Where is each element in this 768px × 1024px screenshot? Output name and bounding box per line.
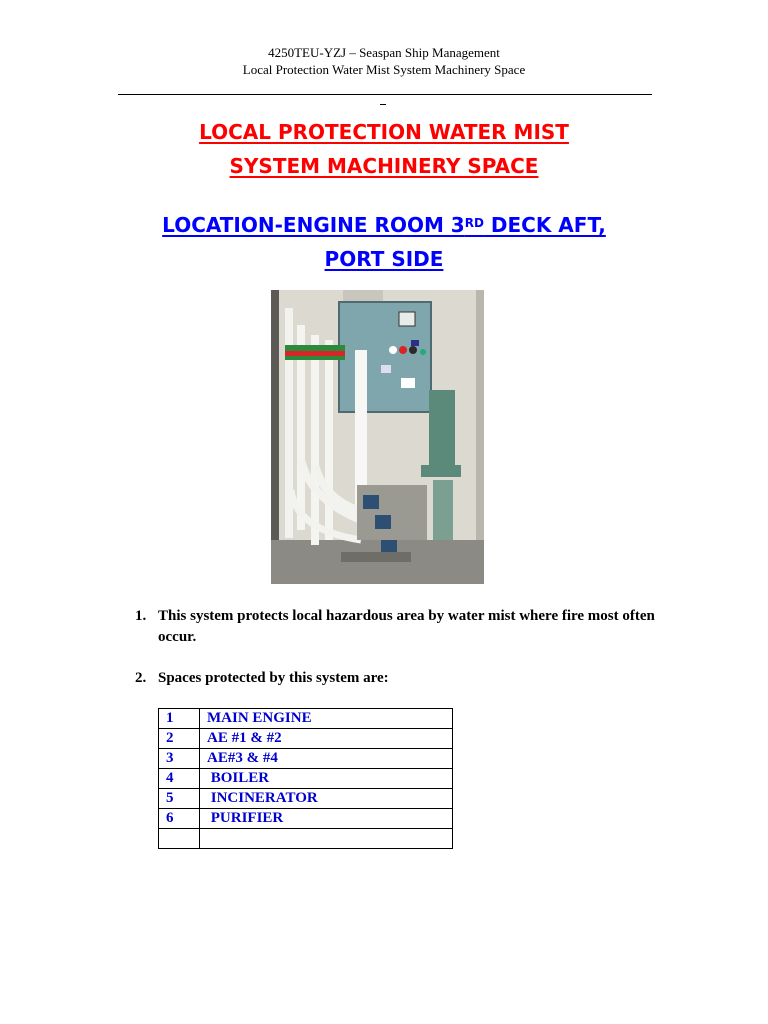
row-space: PURIFIER (200, 809, 453, 829)
document-title (0, 115, 768, 183)
list-item-number: 1. (135, 608, 147, 624)
header-rule (118, 94, 652, 95)
table-row (159, 729, 453, 749)
row-space: INCINERATOR (200, 789, 453, 809)
table-row (159, 829, 453, 849)
row-number: 4 (159, 769, 200, 789)
header-line-1: 4250TEU-YZJ – Seaspan Ship Management (268, 45, 500, 60)
list-item-number: 2. (135, 670, 147, 686)
page-header (0, 44, 768, 78)
row-number: 5 (159, 789, 200, 809)
table-row (159, 809, 453, 829)
info-list (135, 606, 655, 709)
table-row (159, 749, 453, 769)
location-superscript: RD (464, 216, 484, 230)
row-space: BOILER (200, 769, 453, 789)
header-line-2: Local Protection Water Mist System Machinery Space (242, 62, 526, 77)
row-space: MAIN ENGINE (200, 709, 453, 729)
location-text: LOCATION-ENGINE ROOM 3 (162, 213, 465, 237)
location-line-2: PORT SIDE (324, 247, 444, 271)
row-number: 3 (159, 749, 200, 769)
title-line-2: SYSTEM MACHINERY SPACE (229, 154, 539, 178)
row-space: AE#3 & #4 (200, 749, 453, 769)
title-line-1: LOCAL PROTECTION WATER MIST (199, 120, 569, 144)
row-number: 1 (159, 709, 200, 729)
table-row (159, 769, 453, 789)
list-item (135, 606, 655, 648)
header-dash (380, 104, 386, 105)
system-photo (271, 290, 484, 584)
row-number: 6 (159, 809, 200, 829)
protected-spaces-table (158, 708, 453, 849)
list-item-text: This system protects local hazardous area by water mist where fire most often occur. (158, 608, 655, 645)
list-item (135, 668, 655, 689)
location-heading (0, 208, 768, 276)
row-space: AE #1 & #2 (200, 729, 453, 749)
row-number (159, 829, 200, 849)
row-space (200, 829, 453, 849)
row-number: 2 (159, 729, 200, 749)
location-text-after: DECK AFT, (483, 213, 606, 237)
location-line-1 (0, 208, 768, 242)
table-row (159, 789, 453, 809)
list-item-text: Spaces protected by this system are: (158, 670, 389, 686)
table-row (159, 709, 453, 729)
